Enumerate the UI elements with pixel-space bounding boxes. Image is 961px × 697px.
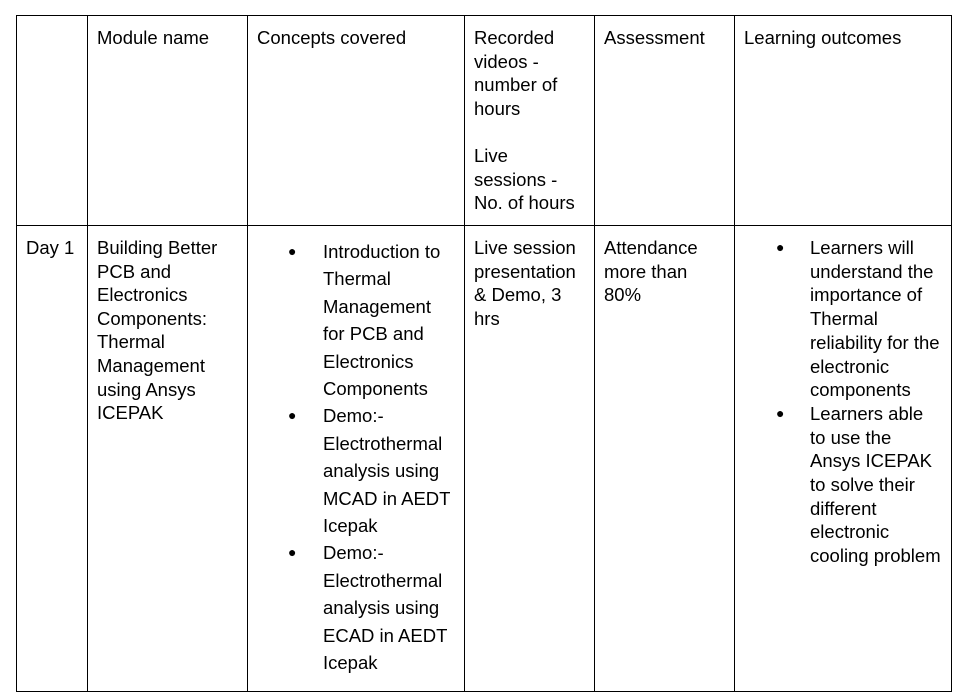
list-item <box>257 539 455 676</box>
outcomes-cell <box>735 226 952 692</box>
outcome-text: Learners will understand the importance of Thermal reliability for the electronic components <box>810 237 940 401</box>
list-item <box>257 238 455 402</box>
bullet-icon: ● <box>776 404 785 421</box>
course-schedule-table <box>16 15 952 692</box>
table-row <box>17 226 952 692</box>
header-concepts-covered: Concepts covered <box>248 16 465 226</box>
bullet-icon: ● <box>288 243 297 259</box>
outcomes-list <box>744 236 942 568</box>
concept-text: Demo:-Electrothermal analysis using MCAD in AEDT Icepak <box>323 405 451 537</box>
list-item <box>744 402 942 568</box>
list-item <box>257 402 455 539</box>
concepts-cell <box>248 226 465 692</box>
outcome-text: Learners able to use the Ansys ICEPAK to solve their different electronic cooling problem <box>810 402 941 567</box>
bullet-icon: ● <box>288 544 297 561</box>
list-item <box>744 236 942 402</box>
sessions-cell: Live session presentation & Demo, 3 hrs <box>465 226 595 692</box>
header-assessment: Assessment <box>595 16 735 226</box>
concept-text: Introduction to Thermal Management for PCB and Electronics Components <box>323 241 441 400</box>
bullet-icon: ● <box>288 407 297 424</box>
concepts-list <box>257 238 455 677</box>
header-empty-cell <box>17 16 88 226</box>
header-live-sessions: Live sessions - No. of hours <box>474 144 575 214</box>
day-cell: Day 1 <box>17 226 88 692</box>
header-row <box>17 16 952 226</box>
header-learning-outcomes: Learning outcomes <box>735 16 952 226</box>
assessment-cell: Attendance more than 80% <box>595 226 735 692</box>
header-module-name: Module name <box>88 16 248 226</box>
header-recorded-videos: Recorded videos - number of hours <box>474 27 558 119</box>
bullet-icon: ● <box>776 239 785 255</box>
header-hours <box>465 16 595 226</box>
concept-text: Demo:-Electrothermal analysis using ECAD in AEDT Icepak <box>323 542 448 674</box>
module-name-cell: Building Better PCB and Electronics Components: Thermal Management using Ansys ICEPAK <box>88 226 248 692</box>
